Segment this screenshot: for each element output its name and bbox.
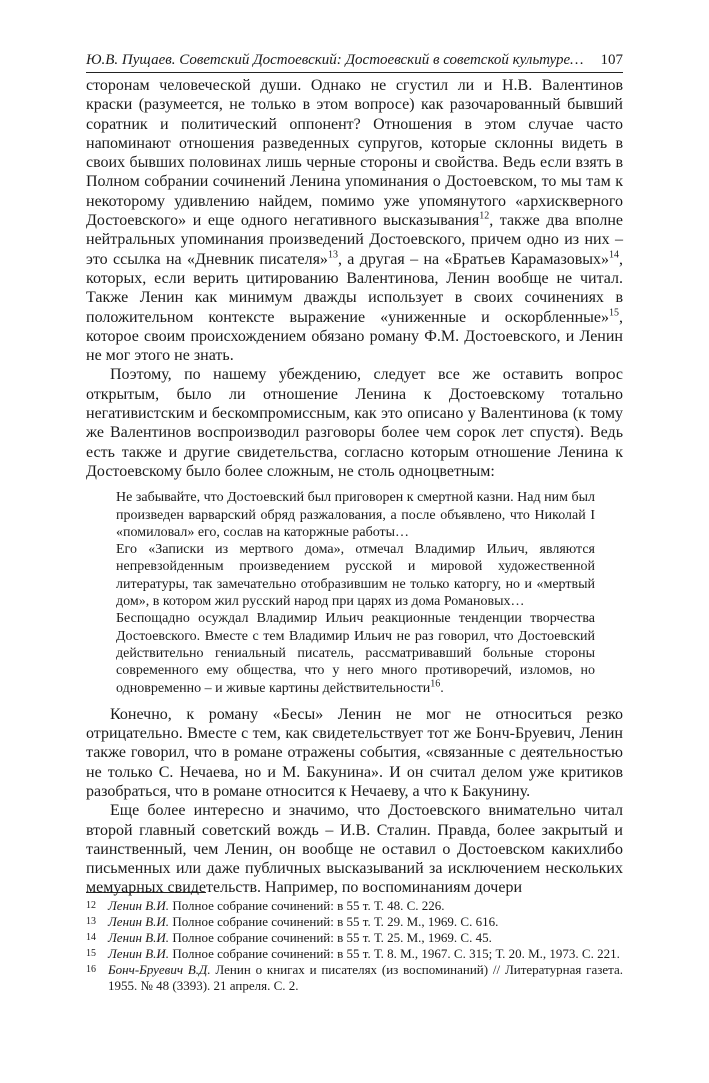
footnote-ref-14[interactable]: 14: [609, 249, 619, 261]
quote-line-3: Беспощадно осуждал Владимир Ильич реакционные тенденции творчества Достоевского. Вместе с тем Владимир Ильич не раз говорил, что Достоевский действительно гениальный писатель, рассматривавший больные стороны современного ему общества, что у него много противоречий, изломов, но одновременно – и живые картины действительности$^{16}$.: [116, 611, 595, 696]
running-header: [86, 50, 623, 73]
footnote-12: 12 Ленин В.И. Полное собрание сочинений: в 55 т. Т. 48. С. 226.: [86, 898, 445, 913]
footnote-ref-13[interactable]: 13: [327, 249, 338, 261]
main-text: [86, 76, 623, 898]
footnote-ref-12[interactable]: 12: [479, 210, 490, 222]
footnote-ref-16[interactable]: 16: [430, 677, 441, 689]
footnote-14: 14 Ленин В.И. Полное собрание сочинений: в 55 т. Т. 25. М., 1969. С. 45.: [86, 930, 492, 945]
page-number: 107: [600, 52, 623, 68]
footnote-ref-15[interactable]: 15: [609, 307, 619, 319]
footnote-13: 13 Ленин В.И. Полное собрание сочинений: в 55 т. Т. 29. М., 1969. С. 616.: [86, 914, 499, 929]
footnote-divider: [86, 892, 206, 893]
paragraph-3: Конечно, к роману «Бесы» Ленин не мог не относиться резко отрицательно. Вместе с тем, как свидетельствует тот же Бонч-Бруевич, Ленин также говорил, что в романе отражены события, «связанные с деятельностью не только С. Нечаева, но и М. Бакунина». И он считал делом уже критиков разобраться, что в романе относится к Нечаеву, а что к Бакунину.: [86, 705, 623, 800]
footnotes: [86, 898, 623, 994]
footnote-15: 15 Ленин В.И. Полное собрание сочинений: в 55 т. Т. 8. М., 1967. С. 315; Т. 20. М., 1973. С. 221.: [86, 946, 620, 961]
paragraph-1: сторонам человеческой души. Однако не сгустил ли и Н.В. Валентинов краски (разумеется, не только в этом вопросе) как разочарованный бывший соратник и политический оппонент? Отношения в этом случае часто напоминают отношения разведенных супругов, которые склонны видеть в своих бывших половинах лишь черные стороны и свойства. Ведь если взять в Полном собрании сочинений Ленина упоминания о Достоевском, то мы там к некоторому удивлению найдем, помимо уже упомянутого «архискверного Достоевского» и еще одного негативного высказывания$^{12}$, также два вполне нейтральных упоминания произведений Достоевского, причем одно из них – это ссылка на «Дневник писателя»$^{13}$, а другая – на «Братьев Карамазовых»$^{14}$, которых, если верить цитированию Валентинова, Ленин вообще не читал. Также Ленин как минимум дважды использует в своих сочинениях в положительном контексте выражение «униженные и оскорбленные»$^{15}$, которое своим происхождением обязано роману Ф.М. Достоевского, и Ленин не мог этого не знать.: [86, 77, 623, 365]
paragraph-4: Еще более интересно и значимо, что Достоевского внимательно читал второй главный советский вождь – И.В. Сталин. Правда, более закрытый и таинственный, чем Ленин, он вообще не оставил о Достоевском какихлибо письменных или даже публичных высказываний за исключением нескольких мемуарных свидетельств. Например, по воспоминаниям дочери: [86, 802, 623, 897]
paragraph-2: Поэтому, по нашему убеждению, следует все же оставить вопрос открытым, было ли отношение Ленина к Достоевскому тотально негативистским и бескомпромиссным, как это описано у Валентинова (к тому же Валентинов воспроизводил разговоры более чем сорок лет спустя). Ведь есть также и другие свидетельства, согласно которым отношение Ленина к Достоевскому было более сложным, не столь одноцветным:: [86, 366, 623, 480]
quote-line-2: Его «Записки из мертвого дома», отмечал Владимир Ильич, являются непревзойденным произведением русской и мировой художественной литературы, так замечательно отобразившим не только каторгу, но и «мертвый дом», в котором жил русский народ при царях из дома Романовых…: [116, 542, 595, 610]
footnote-16: 16 Бонч-Бруевич В.Д. Ленин о книгах и писателях (из воспоминаний) // Литературная газета. 1955. № 48 (3393). 21 апреля. С. 2.: [86, 962, 624, 993]
quote-line-1: Не забывайте, что Достоевский был приговорен к смертной казни. Над ним был произведен варварский обряд разжалования, а после объявлено, что Николай I «помиловал» его, сослав на каторжные работы…: [116, 490, 595, 540]
block-quote: [116, 489, 595, 697]
running-title: Ю.В. Пущаев. Советский Достоевский: Достоевский в советской культуре…: [86, 52, 584, 68]
